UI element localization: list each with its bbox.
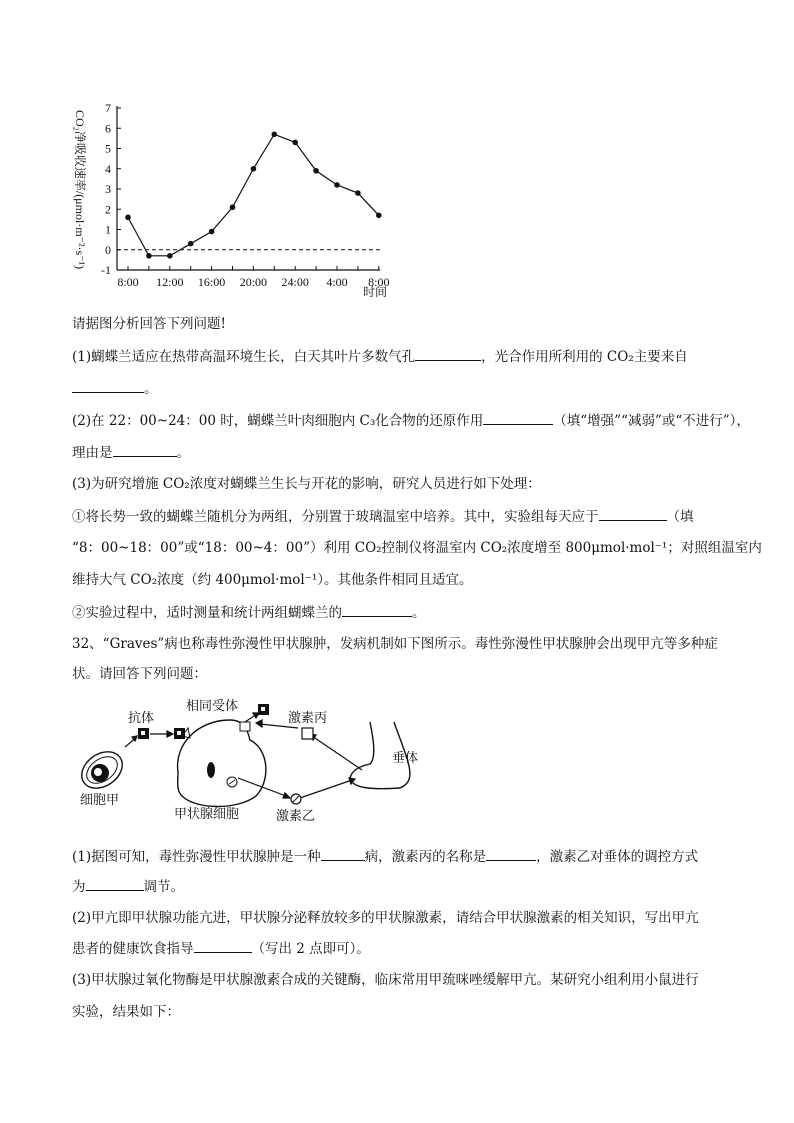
answer-blank[interactable]	[86, 876, 144, 891]
answer-blank[interactable]	[194, 938, 252, 953]
answer-blank[interactable]	[483, 410, 553, 425]
p1-text-a: (1)据图可知，毒性弥漫性甲状腺肿是一种	[72, 849, 321, 865]
data-point	[251, 166, 257, 172]
y-tick-label: 3	[105, 182, 111, 196]
data-point	[167, 253, 173, 259]
q2-text-b: （填“增强”“减弱”或“不进行”），	[553, 413, 750, 429]
y-tick-label: 0	[105, 242, 111, 257]
p3-text-a: (3)甲状腺过氧化物酶是甲状腺激素合成的关键酶，临床常用甲巯咪唑缓解甲亢。某研究小组利用小鼠进行	[72, 972, 699, 988]
data-point	[272, 132, 278, 138]
data-point	[334, 182, 340, 188]
q32-line-2	[72, 664, 207, 684]
p2-text-c: （写出 2 点即可）。	[251, 941, 370, 957]
q2-text-d: 。	[176, 445, 190, 461]
data-point	[230, 204, 236, 210]
intro-text: 请据图分析回答下列问题!	[72, 316, 226, 332]
p3-text-b: 实验，结果如下：	[72, 1004, 180, 1020]
q3-text-c: （填	[666, 509, 694, 525]
chart-series	[125, 132, 381, 259]
data-point	[188, 241, 194, 247]
data-point	[146, 253, 152, 259]
graves-mechanism-diagram	[70, 692, 430, 827]
answer-blank[interactable]	[113, 442, 177, 457]
y-tick-label: 4	[105, 161, 111, 176]
cell-a-shape	[75, 744, 129, 795]
q1-text-b: ，光合作用所利用的 CO₂主要来自	[481, 349, 688, 365]
p1-text-b: 病，激素丙的名称是	[364, 849, 487, 865]
q3-text-e: 维持大气 CO₂浓度（约 400μmol·mol⁻¹）。其他条件相同且适宜。	[72, 572, 473, 588]
q1-text-c: 。	[144, 381, 158, 397]
answer-blank[interactable]	[321, 846, 365, 861]
hormone-c-icon	[302, 728, 313, 739]
label-antibody: 抗体	[128, 711, 155, 726]
q2-text-c: 理由是	[72, 445, 113, 461]
label-hormone-c: 激素丙	[288, 711, 328, 726]
p1-text-d: 为	[72, 879, 86, 895]
x-tick-label: 8:00	[117, 275, 139, 289]
y-tick-label: -1	[101, 263, 111, 277]
q3-line-1	[72, 474, 541, 494]
answer-blank[interactable]	[599, 506, 667, 521]
answer-blank[interactable]	[72, 378, 144, 393]
data-point	[125, 215, 131, 221]
q2-text-a: (2)在 22：00~24：00 时，蝴蝶兰叶肉细胞内 C₃化合物的还原作用	[72, 413, 484, 429]
q3-text-d: “8：00~18：00”或“18：00~4：00”）利用 CO₂控制仪将温室内 CO₂浓度增至 800μmol·mol⁻¹；对照组温室内	[72, 540, 762, 556]
y-tick-label: 2	[105, 202, 111, 217]
data-point	[376, 213, 382, 219]
x-tick-label: 24:00	[281, 275, 309, 289]
data-point	[313, 168, 319, 174]
p1-line-2	[72, 876, 184, 897]
intro-line	[72, 314, 226, 334]
answer-blank[interactable]	[486, 846, 536, 861]
label-thyroid-cell: 甲状腺细胞	[174, 807, 240, 822]
x-tick-label: 4:00	[326, 275, 348, 289]
chart-axes	[117, 106, 380, 270]
diagram-svg	[70, 692, 430, 827]
q1-text-a: (1)蝴蝶兰适应在热带高温环境生长，白天其叶片多数气孔	[72, 349, 416, 365]
hormone-b-icon	[291, 794, 301, 804]
p3-line-2	[72, 1002, 180, 1022]
p2-text-b: 患者的健康饮食指导	[72, 941, 194, 957]
chart-ticks	[101, 101, 389, 289]
x-tick-label: 8:00	[368, 275, 390, 289]
p1-line-1	[72, 846, 698, 867]
label-same-receptor: 相同受体	[186, 699, 239, 714]
y-tick-label: 1	[105, 222, 111, 237]
x-tick-label: 16:00	[197, 275, 226, 289]
data-point	[292, 140, 298, 146]
label-pituitary: 垂体	[392, 751, 419, 766]
y-tick-label: 5	[105, 141, 111, 156]
q3-text-g: 。	[412, 605, 426, 621]
q3-line-3	[72, 538, 762, 558]
y-axis-label: CO₂净吸收速率/(μmol·m⁻²·s⁻¹)	[73, 110, 87, 270]
series-line	[128, 134, 379, 256]
q2-line-2	[72, 442, 190, 463]
q32-line-1	[72, 634, 718, 654]
x-tick-label: 12:00	[156, 275, 184, 289]
p3-line-1	[72, 970, 699, 990]
q3-line-4	[72, 570, 473, 590]
q1-line-1	[72, 346, 688, 367]
x-tick-label: 20:00	[239, 275, 268, 289]
q32-text-a: 32、“Graves”病也称毒性弥漫性甲状腺肿，发病机制如下图所示。毒性弥漫性甲状腺肿会出现甲亢等多种症	[72, 636, 718, 652]
data-point	[209, 229, 215, 235]
q3-line-2	[72, 506, 694, 527]
y-tick-label: 7	[105, 101, 111, 115]
p2-text-a: (2)甲亢即甲状腺功能亢进，甲状腺分泌释放较多的甲状腺激素，请结合甲状腺激素的相关知识，写出甲亢	[72, 910, 699, 926]
q3-line-5	[72, 602, 426, 623]
p1-text-c: ，激素乙对垂体的调控方式	[536, 849, 699, 865]
q3-text-a: (3)为研究增施 CO₂浓度对蝴蝶兰生长与开花的影响，研究人员进行如下处理：	[72, 476, 541, 492]
q3-text-f: ②实验过程中，适时测量和统计两组蝴蝶兰的	[72, 605, 342, 621]
p1-text-e: 调节。	[143, 879, 184, 895]
q1-line-2	[72, 378, 158, 399]
chart-svg	[70, 98, 400, 308]
answer-blank[interactable]	[415, 346, 481, 361]
answer-blank[interactable]	[342, 602, 412, 617]
label-hormone-b: 激素乙	[276, 809, 316, 824]
q3-text-b: ①将长势一致的蝴蝶兰随机分为两组，分别置于玻璃温室中培养。其中，实验组每天应于	[72, 509, 599, 525]
x-axis-label: 时间	[363, 285, 388, 299]
q2-line-1	[72, 410, 750, 431]
p2-line-1	[72, 908, 699, 928]
p2-line-2	[72, 938, 370, 959]
data-point	[355, 190, 361, 196]
q32-text-b: 状。请回答下列问题：	[72, 666, 207, 682]
label-cell-a: 细胞甲	[80, 793, 120, 808]
thyroid-cell-shape	[178, 720, 266, 807]
co2-absorption-chart	[70, 98, 400, 308]
y-tick-label: 6	[105, 121, 111, 136]
